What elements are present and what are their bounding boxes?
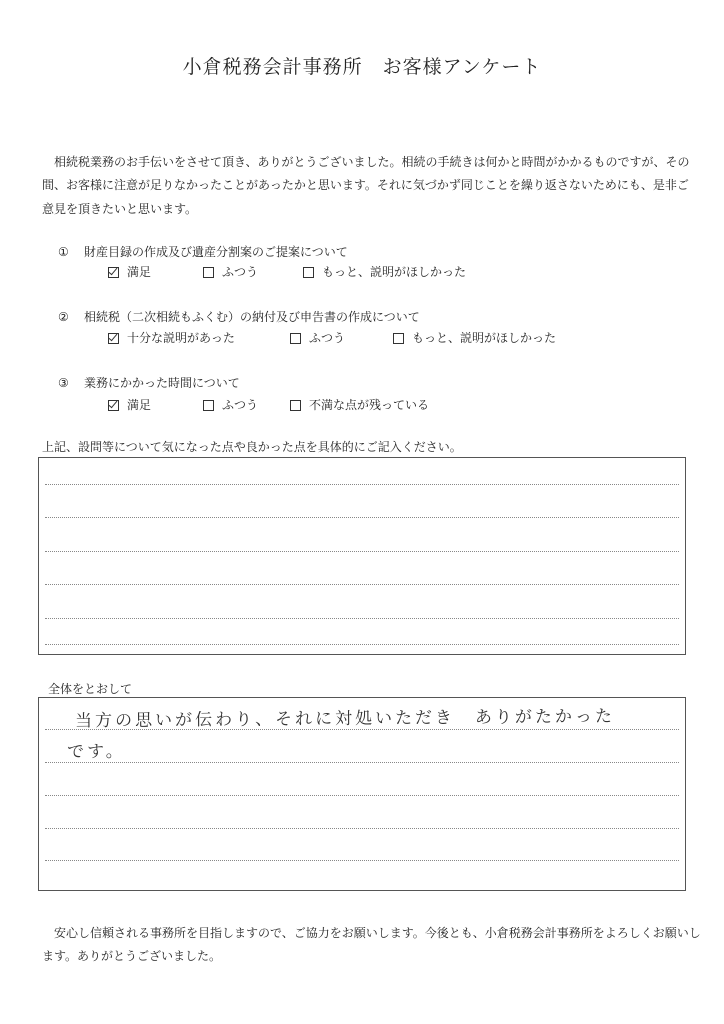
writing-line xyxy=(45,618,679,619)
q1-option-1[interactable] xyxy=(108,263,151,280)
intro-paragraph: 相続税業務のお手伝いをさせて頂き、ありがとうございました。相続の手続きは何かと時間がかかるものですが、その間、お客様に注意が足りなかったことがあったかと思います。それに気づかず同じことを繰り返さないためにも、是非ご意見を頂きたいと思います。 xyxy=(42,155,690,216)
q2-option-1[interactable] xyxy=(108,329,235,346)
writing-line xyxy=(45,584,679,585)
question-2 xyxy=(58,308,420,325)
writing-line xyxy=(45,484,679,485)
q1-option-3-label: もっと、説明がほしかった xyxy=(322,265,467,279)
writing-line xyxy=(45,644,679,645)
question-3-text: 業務にかかった時間について xyxy=(84,376,240,390)
q3-option-2-label: ふつう xyxy=(222,398,259,412)
checkbox-icon[interactable] xyxy=(303,267,314,278)
page-title: 小倉税務会計事務所 お客様アンケート xyxy=(182,56,542,78)
q3-option-2[interactable] xyxy=(203,396,258,413)
writing-line xyxy=(45,828,679,829)
overall-handwritten-line-2: です。 xyxy=(66,741,126,763)
q1-option-2[interactable] xyxy=(203,263,258,280)
checkbox-checked-icon[interactable] xyxy=(108,267,119,278)
comments-prompt: 上記、設問等について気になった点や良かった点を具体的にご記入ください。 xyxy=(42,440,462,454)
writing-line xyxy=(45,795,679,796)
checkbox-checked-icon[interactable] xyxy=(108,400,119,411)
checkbox-icon[interactable] xyxy=(290,400,301,411)
checkbox-icon[interactable] xyxy=(203,400,214,411)
comments-box[interactable] xyxy=(38,457,686,655)
q3-option-3[interactable] xyxy=(290,396,429,413)
question-3 xyxy=(58,374,240,391)
q2-option-3-label: もっと、説明がほしかった xyxy=(412,331,557,345)
question-2-number: ② xyxy=(58,310,69,324)
q1-option-3[interactable] xyxy=(303,263,466,280)
q1-option-1-label: 満足 xyxy=(127,265,152,279)
q1-option-2-label: ふつう xyxy=(222,265,259,279)
writing-line xyxy=(45,762,679,763)
question-1-number: ① xyxy=(58,245,69,259)
q2-option-2-label: ふつう xyxy=(309,331,346,345)
writing-line xyxy=(45,517,679,518)
overall-handwritten-line-1: 当方の思いが伝わり、それに対処いただき ありがたかった xyxy=(74,706,616,732)
checkbox-checked-icon[interactable] xyxy=(108,333,119,344)
checkbox-icon[interactable] xyxy=(203,267,214,278)
q3-option-1-label: 満足 xyxy=(127,398,152,412)
question-3-number: ③ xyxy=(58,376,69,390)
question-1 xyxy=(58,243,348,260)
checkbox-icon[interactable] xyxy=(290,333,301,344)
q2-option-3[interactable] xyxy=(393,329,556,346)
q2-option-1-label: 十分な説明があった xyxy=(127,331,235,345)
question-1-text: 財産目録の作成及び遺産分割案のご提案について xyxy=(84,245,348,259)
checkbox-icon[interactable] xyxy=(393,333,404,344)
overall-label: 全体をとおして xyxy=(48,682,133,696)
question-2-text: 相続税（二次相続もふくむ）の納付及び申告書の作成について xyxy=(84,310,420,324)
writing-line xyxy=(45,860,679,861)
overall-box[interactable] xyxy=(38,697,686,891)
q2-option-2[interactable] xyxy=(290,329,345,346)
closing-paragraph: 安心し信頼される事務所を目指しますので、ご協力をお願いします。今後とも、小倉税務会計事務所をよろしくお願いします。ありがとうございました。 xyxy=(42,926,701,964)
q3-option-1[interactable] xyxy=(108,396,151,413)
q3-option-3-label: 不満な点が残っている xyxy=(309,398,430,412)
writing-line xyxy=(45,551,679,552)
